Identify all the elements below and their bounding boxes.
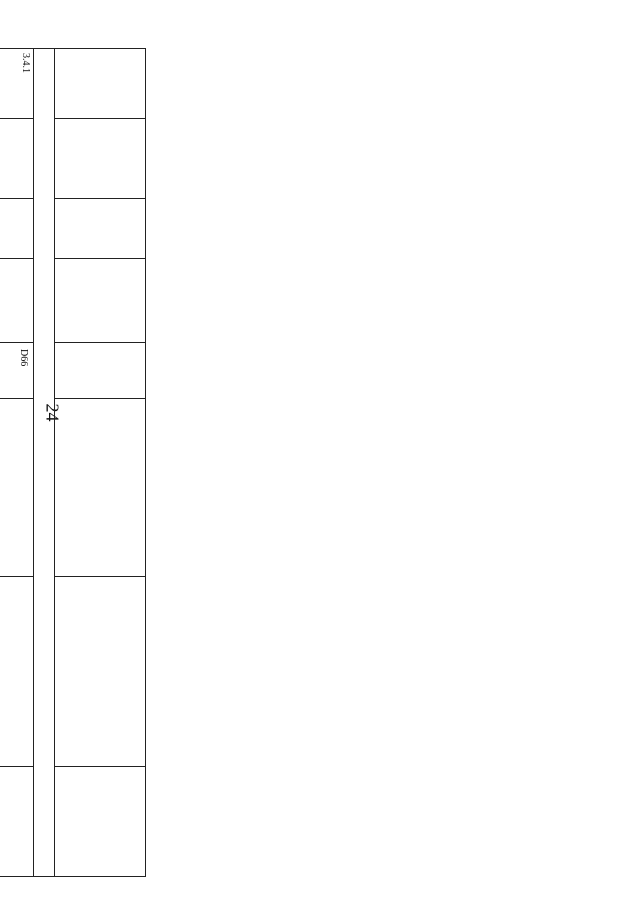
column-header-icd-code <box>55 343 146 399</box>
cell-icd-codes <box>0 343 34 399</box>
cell-disease-names <box>0 259 34 343</box>
disease-name-d66 <box>23 263 31 338</box>
cell-disease-class <box>0 119 34 199</box>
cell-quantitative-score <box>0 767 34 877</box>
disease-name-d68-0 <box>0 263 7 338</box>
column-header-quantitative-score <box>55 767 146 877</box>
cell-disease-block <box>0 199 34 259</box>
page-number: 24 <box>42 403 63 422</box>
column-header-disease-class <box>55 119 146 199</box>
continuation-note <box>34 49 55 877</box>
column-header-characteristic <box>55 577 146 767</box>
cell-disorder-types <box>0 399 34 577</box>
classification-table <box>0 48 146 877</box>
column-header-number <box>55 49 146 119</box>
column-header-disease-name <box>55 259 146 343</box>
table-note-row <box>34 49 55 877</box>
cell-characteristic <box>0 577 34 767</box>
row-number: 3.4.1 <box>0 49 34 119</box>
column-header-disease-block <box>55 199 146 259</box>
icd-code-d66: D66 <box>18 349 29 367</box>
document-sheet <box>0 48 146 876</box>
table-row <box>0 49 34 877</box>
table-header-row <box>55 49 146 877</box>
disease-name-d67 <box>11 263 19 338</box>
column-header-disorder-types <box>55 399 146 577</box>
